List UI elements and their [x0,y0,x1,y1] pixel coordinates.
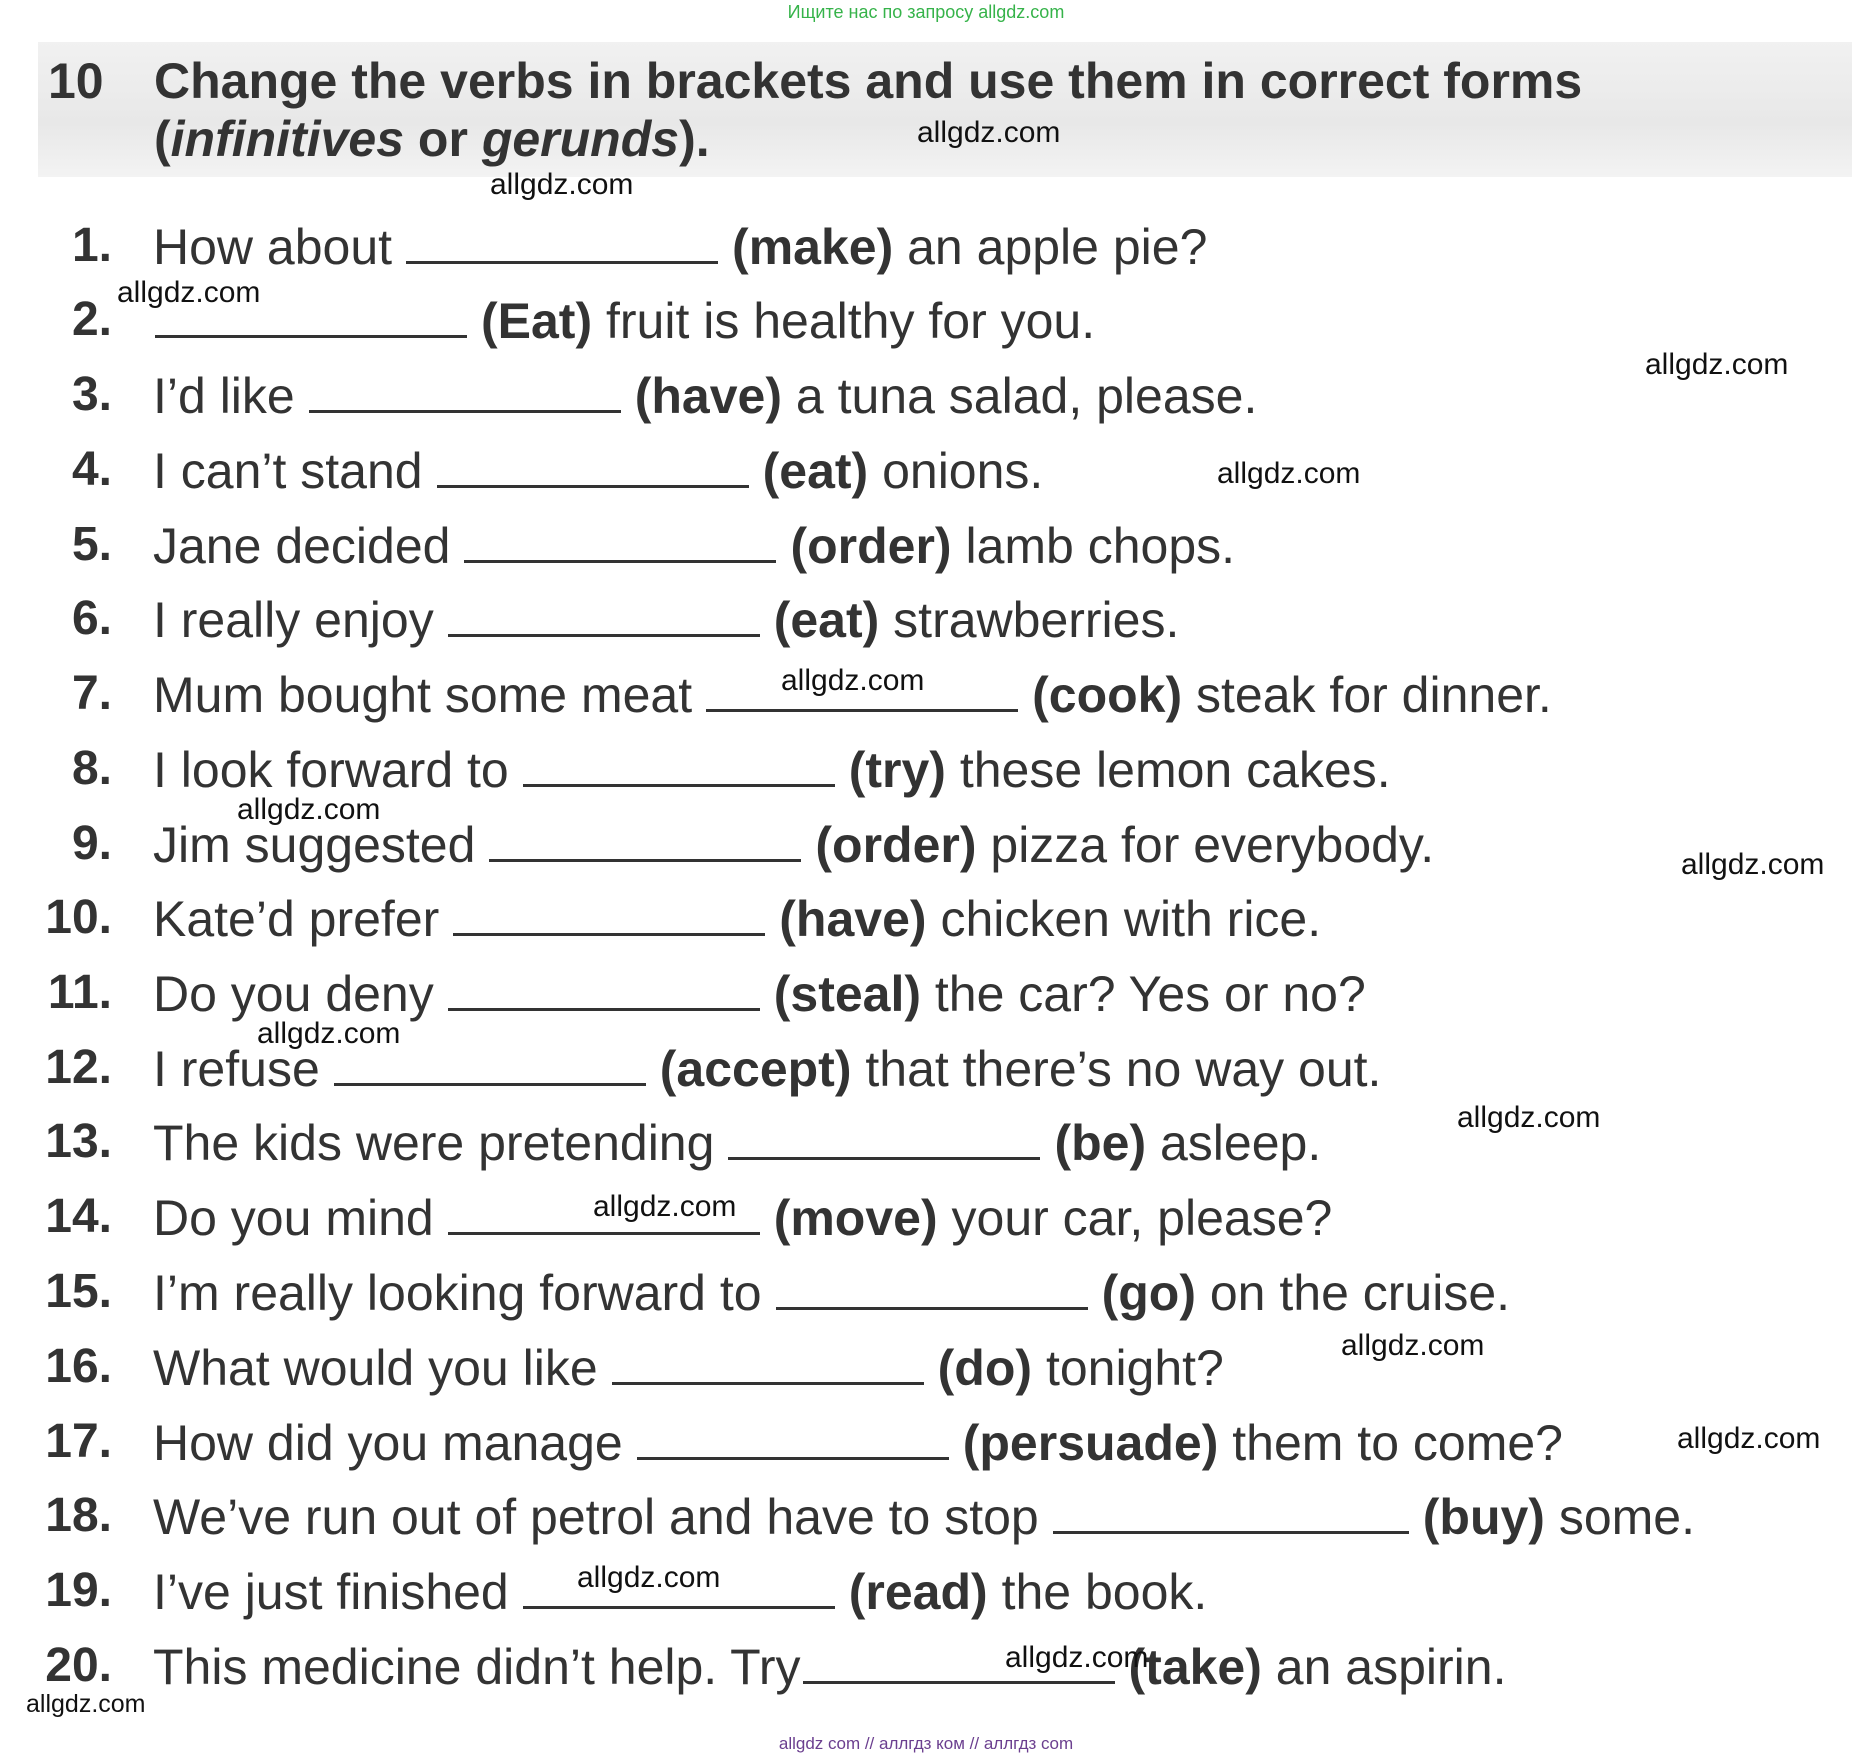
item-sentence: I can’t stand (eat) onions. [153,443,1044,499]
watermark-text: allgdz.com [917,116,1061,149]
verb-hint: (read) [848,1564,988,1620]
exercise-item [0,1634,1852,1704]
verb-hint: (eat) [762,443,869,499]
exercise-item [0,1559,1852,1629]
exercise-item [0,1185,1852,1255]
item-sentence: Jane decided (order) lamb chops. [153,518,1236,574]
item-sentence: I look forward to (try) these lemon cakes. [153,742,1391,798]
item-sentence: How about (make) an apple pie? [153,219,1208,275]
item-number: 8. [71,742,112,795]
watermark-text: allgdz.com [577,1561,721,1594]
exercise-item [0,1335,1852,1405]
watermark-text: allgdz.com [1677,1422,1821,1455]
item-sentence: What would you like (do) tonight? [153,1340,1224,1396]
item-sentence: Jim suggested (order) pizza for everybody. [153,817,1435,873]
answer-blank[interactable] [489,819,801,862]
watermark-text: allgdz.com [26,1690,146,1718]
exercise-instruction [154,52,1754,168]
top-promo-text: Ищите нас по запросу allgdz.com [787,2,1065,22]
verb-hint: (take) [1128,1639,1262,1695]
bottom-promo-text: allgdz com // аллгдз ком // аллгдз com [778,1734,1074,1753]
watermark-text: allgdz.com [781,664,925,697]
verb-hint: (persuade) [962,1415,1219,1471]
item-number: 11. [47,966,112,1019]
item-number: 3. [71,368,112,421]
exercise-item [0,363,1852,433]
instruction-line-1: Change the verbs in brackets and use them in correct forms [154,53,1583,109]
verb-hint: (eat) [773,592,880,648]
item-sentence: I really enjoy (eat) strawberries. [153,592,1180,648]
watermark-text: allgdz.com [490,168,634,201]
instruction-line-2: (infinitives or gerunds). [154,111,710,167]
exercise-item [0,587,1852,657]
item-sentence: Kate’d prefer (have) chicken with rice. [153,891,1322,947]
item-sentence: Mum bought some meat (cook) steak for dinner. [153,667,1552,723]
answer-blank[interactable] [453,893,765,936]
answer-blank[interactable] [309,370,621,413]
item-number: 12. [45,1041,112,1094]
verb-hint: (do) [937,1340,1033,1396]
watermark-text: allgdz.com [1005,1641,1149,1674]
item-number: 18. [45,1489,112,1542]
verb-hint: (move) [773,1190,938,1246]
answer-blank[interactable] [637,1417,949,1460]
item-number: 5. [71,518,112,571]
verb-hint: (be) [1054,1115,1147,1171]
item-sentence: I’d like (have) a tuna salad, please. [153,368,1258,424]
exercise-item [0,1484,1852,1554]
watermark-text: allgdz.com [1645,348,1789,381]
item-sentence: Do you mind (move) your car, please? [153,1190,1333,1246]
item-number: 2. [71,293,112,346]
verb-hint: (order) [815,817,977,873]
exercise-item [0,1410,1852,1480]
answer-blank[interactable] [728,1117,1040,1160]
item-number: 20. [45,1639,112,1692]
exercise-item [0,886,1852,956]
verb-hint: (steal) [773,966,922,1022]
item-number: 9. [71,817,112,870]
answer-blank[interactable] [464,520,776,563]
watermark-text: allgdz.com [237,793,381,826]
item-number: 16. [45,1340,112,1393]
watermark-text: allgdz.com [1681,848,1825,881]
exercise-item [0,1260,1852,1330]
item-number: 1. [71,219,112,272]
item-sentence: I’m really looking forward to (go) on the cruise. [153,1265,1511,1321]
watermark-text: allgdz.com [1217,457,1361,490]
item-number: 13. [45,1115,112,1168]
answer-blank[interactable] [612,1342,924,1385]
verb-hint: (cook) [1032,667,1183,723]
item-number: 19. [45,1564,112,1617]
item-sentence: This medicine didn’t help. Try (take) an aspirin. [153,1639,1507,1695]
item-number: 6. [71,592,112,645]
item-sentence: I’ve just finished (read) the book. [153,1564,1208,1620]
item-number: 14. [45,1190,112,1243]
answer-blank[interactable] [448,968,760,1011]
exercise-item [0,662,1852,732]
item-number: 17. [45,1415,112,1468]
item-number: 4. [71,443,112,496]
watermark-text: allgdz.com [593,1190,737,1223]
item-number: 10. [45,891,112,944]
exercise-item [0,438,1852,508]
item-sentence: We’ve run out of petrol and have to stop (buy) some. [153,1489,1696,1545]
verb-hint: (Eat) [481,293,593,349]
item-sentence: I refuse (accept) that there’s no way out. [153,1041,1382,1097]
answer-blank[interactable] [448,594,760,637]
answer-blank[interactable] [406,221,718,264]
verb-hint: (go) [1101,1265,1196,1321]
watermark-text: allgdz.com [1457,1101,1601,1134]
verb-hint: (try) [848,742,946,798]
watermark-text: allgdz.com [117,276,261,309]
item-sentence: The kids were pretending (be) asleep. [153,1115,1322,1171]
answer-blank[interactable] [776,1267,1088,1310]
verb-hint: (accept) [659,1041,852,1097]
item-number: 7. [71,667,112,720]
watermark-text: allgdz.com [1341,1329,1485,1362]
exercise-item [0,513,1852,583]
verb-hint: (order) [790,518,952,574]
verb-hint: (make) [732,219,894,275]
answer-blank[interactable] [437,445,749,488]
verb-hint: (have) [779,891,927,947]
item-sentence: How did you manage (persuade) them to come? [153,1415,1563,1471]
exercise-number: 10 [48,53,104,109]
verb-hint: (buy) [1422,1489,1545,1545]
watermark-text: allgdz.com [257,1017,401,1050]
item-sentence: (Eat) fruit is healthy for you. [153,292,1095,350]
item-sentence: Do you deny (steal) the car? Yes or no? [153,966,1366,1022]
exercise-item [0,214,1852,284]
answer-blank[interactable] [1053,1491,1409,1534]
exercise-item [0,288,1852,358]
answer-blank[interactable] [523,744,835,787]
item-number: 15. [45,1265,112,1318]
verb-hint: (have) [634,368,782,424]
